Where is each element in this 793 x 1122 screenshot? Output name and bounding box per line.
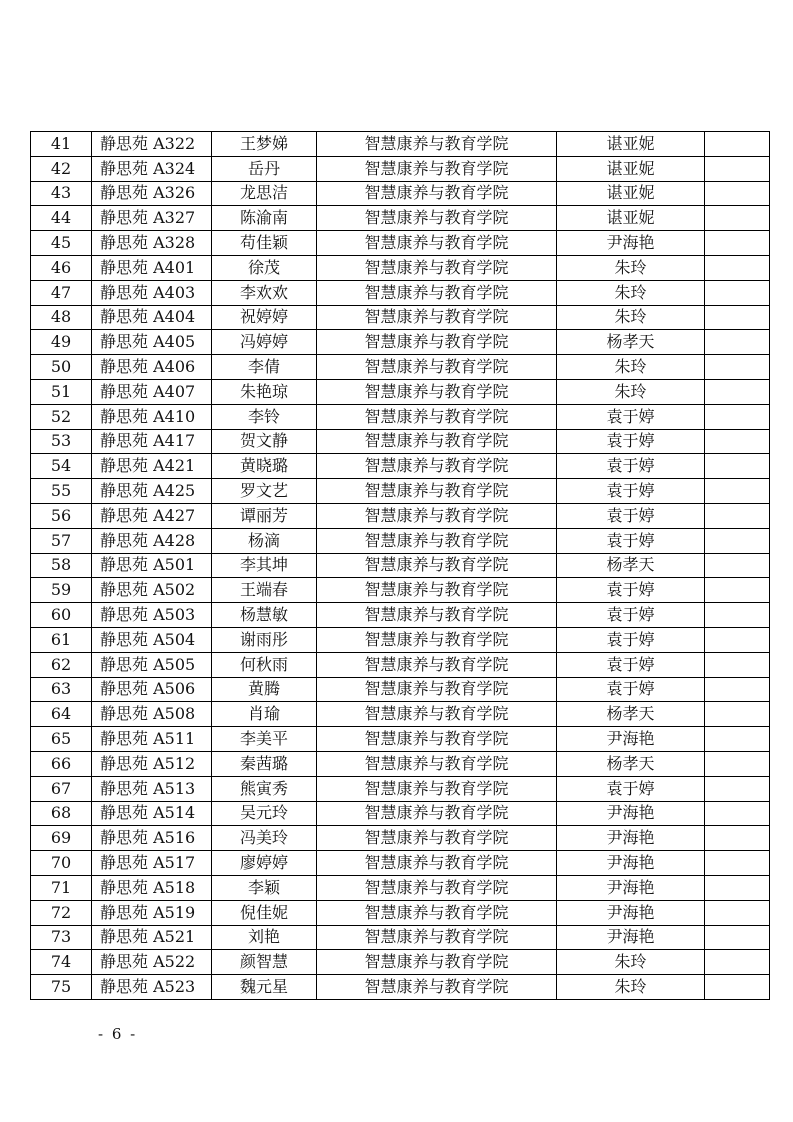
- dormitory-roster-table: [30, 131, 770, 1000]
- college-cell: 智慧康养与教育学院: [317, 280, 557, 305]
- room-cell: 静思苑 A327: [92, 206, 212, 231]
- table-row: [31, 975, 770, 1000]
- student-name-cell: 冯美玲: [212, 826, 317, 851]
- counselor-cell: 谌亚妮: [557, 156, 705, 181]
- student-name-cell: 祝婷婷: [212, 305, 317, 330]
- student-name-cell: 贺文静: [212, 429, 317, 454]
- row-number-cell: 69: [31, 826, 92, 851]
- table-row: [31, 206, 770, 231]
- note-cell: [705, 206, 770, 231]
- student-name-cell: 王端春: [212, 578, 317, 603]
- college-cell: 智慧康养与教育学院: [317, 826, 557, 851]
- counselor-cell: 朱玲: [557, 950, 705, 975]
- college-cell: 智慧康养与教育学院: [317, 801, 557, 826]
- student-name-cell: 谭丽芳: [212, 503, 317, 528]
- student-name-cell: 李颖: [212, 875, 317, 900]
- table-row: [31, 355, 770, 380]
- room-cell: 静思苑 A523: [92, 975, 212, 1000]
- row-number-cell: 54: [31, 454, 92, 479]
- counselor-cell: 谌亚妮: [557, 206, 705, 231]
- counselor-cell: 朱玲: [557, 255, 705, 280]
- table-row: [31, 231, 770, 256]
- counselor-cell: 袁于婷: [557, 627, 705, 652]
- table-row: [31, 305, 770, 330]
- roster-body: [31, 132, 770, 1000]
- counselor-cell: 谌亚妮: [557, 181, 705, 206]
- note-cell: [705, 231, 770, 256]
- student-name-cell: 王梦娣: [212, 132, 317, 157]
- room-cell: 静思苑 A521: [92, 925, 212, 950]
- row-number-cell: 49: [31, 330, 92, 355]
- room-cell: 静思苑 A425: [92, 479, 212, 504]
- counselor-cell: 袁于婷: [557, 652, 705, 677]
- college-cell: 智慧康养与教育学院: [317, 379, 557, 404]
- table-row: [31, 255, 770, 280]
- room-cell: 静思苑 A504: [92, 627, 212, 652]
- note-cell: [705, 528, 770, 553]
- table-row: [31, 503, 770, 528]
- room-cell: 静思苑 A421: [92, 454, 212, 479]
- room-cell: 静思苑 A505: [92, 652, 212, 677]
- room-cell: 静思苑 A506: [92, 677, 212, 702]
- student-name-cell: 肖瑜: [212, 702, 317, 727]
- row-number-cell: 60: [31, 603, 92, 628]
- note-cell: [705, 826, 770, 851]
- room-cell: 静思苑 A519: [92, 900, 212, 925]
- room-cell: 静思苑 A511: [92, 727, 212, 752]
- student-name-cell: 杨滴: [212, 528, 317, 553]
- student-name-cell: 谢雨彤: [212, 627, 317, 652]
- note-cell: [705, 603, 770, 628]
- college-cell: 智慧康养与教育学院: [317, 305, 557, 330]
- counselor-cell: 袁于婷: [557, 776, 705, 801]
- student-name-cell: 颜智慧: [212, 950, 317, 975]
- table-row: [31, 677, 770, 702]
- note-cell: [705, 950, 770, 975]
- room-cell: 静思苑 A427: [92, 503, 212, 528]
- student-name-cell: 罗文艺: [212, 479, 317, 504]
- note-cell: [705, 578, 770, 603]
- college-cell: 智慧康养与教育学院: [317, 429, 557, 454]
- student-name-cell: 朱艳琼: [212, 379, 317, 404]
- note-cell: [705, 751, 770, 776]
- table-row: [31, 727, 770, 752]
- table-row: [31, 925, 770, 950]
- room-cell: 静思苑 A407: [92, 379, 212, 404]
- counselor-cell: 杨孝天: [557, 330, 705, 355]
- college-cell: 智慧康养与教育学院: [317, 925, 557, 950]
- row-number-cell: 68: [31, 801, 92, 826]
- college-cell: 智慧康养与教育学院: [317, 404, 557, 429]
- student-name-cell: 何秋雨: [212, 652, 317, 677]
- room-cell: 静思苑 A501: [92, 553, 212, 578]
- row-number-cell: 73: [31, 925, 92, 950]
- college-cell: 智慧康养与教育学院: [317, 702, 557, 727]
- row-number-cell: 57: [31, 528, 92, 553]
- note-cell: [705, 404, 770, 429]
- room-cell: 静思苑 A403: [92, 280, 212, 305]
- college-cell: 智慧康养与教育学院: [317, 255, 557, 280]
- college-cell: 智慧康养与教育学院: [317, 900, 557, 925]
- counselor-cell: 袁于婷: [557, 528, 705, 553]
- student-name-cell: 杨慧敏: [212, 603, 317, 628]
- college-cell: 智慧康养与教育学院: [317, 727, 557, 752]
- counselor-cell: 朱玲: [557, 379, 705, 404]
- room-cell: 静思苑 A522: [92, 950, 212, 975]
- note-cell: [705, 776, 770, 801]
- note-cell: [705, 355, 770, 380]
- counselor-cell: 杨孝天: [557, 702, 705, 727]
- table-row: [31, 578, 770, 603]
- student-name-cell: 徐茂: [212, 255, 317, 280]
- row-number-cell: 53: [31, 429, 92, 454]
- counselor-cell: 尹海艳: [557, 875, 705, 900]
- counselor-cell: 尹海艳: [557, 826, 705, 851]
- row-number-cell: 62: [31, 652, 92, 677]
- table-row: [31, 330, 770, 355]
- row-number-cell: 47: [31, 280, 92, 305]
- college-cell: 智慧康养与教育学院: [317, 578, 557, 603]
- college-cell: 智慧康养与教育学院: [317, 851, 557, 876]
- college-cell: 智慧康养与教育学院: [317, 156, 557, 181]
- counselor-cell: 杨孝天: [557, 751, 705, 776]
- room-cell: 静思苑 A328: [92, 231, 212, 256]
- counselor-cell: 袁于婷: [557, 603, 705, 628]
- counselor-cell: 尹海艳: [557, 727, 705, 752]
- room-cell: 静思苑 A428: [92, 528, 212, 553]
- college-cell: 智慧康养与教育学院: [317, 677, 557, 702]
- counselor-cell: 尹海艳: [557, 231, 705, 256]
- note-cell: [705, 454, 770, 479]
- note-cell: [705, 677, 770, 702]
- college-cell: 智慧康养与教育学院: [317, 181, 557, 206]
- room-cell: 静思苑 A410: [92, 404, 212, 429]
- counselor-cell: 尹海艳: [557, 801, 705, 826]
- counselor-cell: 谌亚妮: [557, 132, 705, 157]
- room-cell: 静思苑 A404: [92, 305, 212, 330]
- student-name-cell: 魏元星: [212, 975, 317, 1000]
- student-name-cell: 苟佳颖: [212, 231, 317, 256]
- row-number-cell: 55: [31, 479, 92, 504]
- note-cell: [705, 851, 770, 876]
- room-cell: 静思苑 A326: [92, 181, 212, 206]
- counselor-cell: 尹海艳: [557, 851, 705, 876]
- note-cell: [705, 330, 770, 355]
- counselor-cell: 袁于婷: [557, 479, 705, 504]
- row-number-cell: 45: [31, 231, 92, 256]
- room-cell: 静思苑 A513: [92, 776, 212, 801]
- counselor-cell: 袁于婷: [557, 578, 705, 603]
- note-cell: [705, 379, 770, 404]
- row-number-cell: 72: [31, 900, 92, 925]
- counselor-cell: 尹海艳: [557, 900, 705, 925]
- college-cell: 智慧康养与教育学院: [317, 503, 557, 528]
- student-name-cell: 陈渝南: [212, 206, 317, 231]
- row-number-cell: 56: [31, 503, 92, 528]
- table-row: [31, 553, 770, 578]
- row-number-cell: 43: [31, 181, 92, 206]
- row-number-cell: 58: [31, 553, 92, 578]
- table-row: [31, 875, 770, 900]
- row-number-cell: 66: [31, 751, 92, 776]
- note-cell: [705, 900, 770, 925]
- counselor-cell: 杨孝天: [557, 553, 705, 578]
- room-cell: 静思苑 A516: [92, 826, 212, 851]
- row-number-cell: 41: [31, 132, 92, 157]
- room-cell: 静思苑 A518: [92, 875, 212, 900]
- room-cell: 静思苑 A508: [92, 702, 212, 727]
- note-cell: [705, 255, 770, 280]
- table-row: [31, 851, 770, 876]
- counselor-cell: 袁于婷: [557, 429, 705, 454]
- student-name-cell: 熊寅秀: [212, 776, 317, 801]
- table-row: [31, 379, 770, 404]
- student-name-cell: 黄腾: [212, 677, 317, 702]
- table-row: [31, 181, 770, 206]
- table-row: [31, 454, 770, 479]
- note-cell: [705, 801, 770, 826]
- note-cell: [705, 132, 770, 157]
- room-cell: 静思苑 A503: [92, 603, 212, 628]
- table-row: [31, 528, 770, 553]
- student-name-cell: 廖婷婷: [212, 851, 317, 876]
- note-cell: [705, 702, 770, 727]
- row-number-cell: 51: [31, 379, 92, 404]
- college-cell: 智慧康养与教育学院: [317, 231, 557, 256]
- note-cell: [705, 429, 770, 454]
- college-cell: 智慧康养与教育学院: [317, 206, 557, 231]
- row-number-cell: 63: [31, 677, 92, 702]
- note-cell: [705, 553, 770, 578]
- row-number-cell: 71: [31, 875, 92, 900]
- note-cell: [705, 925, 770, 950]
- row-number-cell: 50: [31, 355, 92, 380]
- college-cell: 智慧康养与教育学院: [317, 132, 557, 157]
- college-cell: 智慧康养与教育学院: [317, 553, 557, 578]
- student-name-cell: 李其坤: [212, 553, 317, 578]
- college-cell: 智慧康养与教育学院: [317, 627, 557, 652]
- table-row: [31, 751, 770, 776]
- student-name-cell: 倪佳妮: [212, 900, 317, 925]
- table-row: [31, 950, 770, 975]
- counselor-cell: 朱玲: [557, 355, 705, 380]
- college-cell: 智慧康养与教育学院: [317, 950, 557, 975]
- college-cell: 智慧康养与教育学院: [317, 479, 557, 504]
- student-name-cell: 吴元玲: [212, 801, 317, 826]
- student-name-cell: 李倩: [212, 355, 317, 380]
- table-row: [31, 404, 770, 429]
- counselor-cell: 袁于婷: [557, 677, 705, 702]
- room-cell: 静思苑 A322: [92, 132, 212, 157]
- counselor-cell: 朱玲: [557, 975, 705, 1000]
- row-number-cell: 46: [31, 255, 92, 280]
- room-cell: 静思苑 A514: [92, 801, 212, 826]
- row-number-cell: 67: [31, 776, 92, 801]
- room-cell: 静思苑 A417: [92, 429, 212, 454]
- counselor-cell: 袁于婷: [557, 404, 705, 429]
- table-row: [31, 627, 770, 652]
- room-cell: 静思苑 A517: [92, 851, 212, 876]
- row-number-cell: 70: [31, 851, 92, 876]
- note-cell: [705, 875, 770, 900]
- student-name-cell: 黄晓璐: [212, 454, 317, 479]
- row-number-cell: 48: [31, 305, 92, 330]
- row-number-cell: 74: [31, 950, 92, 975]
- note-cell: [705, 280, 770, 305]
- note-cell: [705, 479, 770, 504]
- note-cell: [705, 503, 770, 528]
- room-cell: 静思苑 A502: [92, 578, 212, 603]
- table-row: [31, 826, 770, 851]
- row-number-cell: 44: [31, 206, 92, 231]
- table-row: [31, 132, 770, 157]
- page-number: - 6 -: [98, 1025, 138, 1043]
- row-number-cell: 42: [31, 156, 92, 181]
- table-row: [31, 801, 770, 826]
- room-cell: 静思苑 A406: [92, 355, 212, 380]
- row-number-cell: 64: [31, 702, 92, 727]
- note-cell: [705, 727, 770, 752]
- college-cell: 智慧康养与教育学院: [317, 751, 557, 776]
- college-cell: 智慧康养与教育学院: [317, 875, 557, 900]
- note-cell: [705, 305, 770, 330]
- note-cell: [705, 652, 770, 677]
- row-number-cell: 65: [31, 727, 92, 752]
- student-name-cell: 李欢欢: [212, 280, 317, 305]
- student-name-cell: 岳丹: [212, 156, 317, 181]
- counselor-cell: 袁于婷: [557, 503, 705, 528]
- counselor-cell: 袁于婷: [557, 454, 705, 479]
- college-cell: 智慧康养与教育学院: [317, 603, 557, 628]
- table-row: [31, 280, 770, 305]
- student-name-cell: 冯婷婷: [212, 330, 317, 355]
- room-cell: 静思苑 A512: [92, 751, 212, 776]
- table-row: [31, 702, 770, 727]
- counselor-cell: 朱玲: [557, 305, 705, 330]
- college-cell: 智慧康养与教育学院: [317, 355, 557, 380]
- table-row: [31, 156, 770, 181]
- college-cell: 智慧康养与教育学院: [317, 330, 557, 355]
- student-name-cell: 李美平: [212, 727, 317, 752]
- room-cell: 静思苑 A401: [92, 255, 212, 280]
- row-number-cell: 61: [31, 627, 92, 652]
- college-cell: 智慧康养与教育学院: [317, 975, 557, 1000]
- note-cell: [705, 181, 770, 206]
- table-row: [31, 652, 770, 677]
- row-number-cell: 52: [31, 404, 92, 429]
- counselor-cell: 朱玲: [557, 280, 705, 305]
- counselor-cell: 尹海艳: [557, 925, 705, 950]
- student-name-cell: 李铃: [212, 404, 317, 429]
- row-number-cell: 75: [31, 975, 92, 1000]
- table-row: [31, 776, 770, 801]
- table-row: [31, 900, 770, 925]
- student-name-cell: 龙思洁: [212, 181, 317, 206]
- table-row: [31, 429, 770, 454]
- table-row: [31, 603, 770, 628]
- student-name-cell: 秦茜璐: [212, 751, 317, 776]
- note-cell: [705, 975, 770, 1000]
- college-cell: 智慧康养与教育学院: [317, 652, 557, 677]
- note-cell: [705, 627, 770, 652]
- college-cell: 智慧康养与教育学院: [317, 454, 557, 479]
- student-name-cell: 刘艳: [212, 925, 317, 950]
- room-cell: 静思苑 A324: [92, 156, 212, 181]
- room-cell: 静思苑 A405: [92, 330, 212, 355]
- note-cell: [705, 156, 770, 181]
- row-number-cell: 59: [31, 578, 92, 603]
- table-row: [31, 479, 770, 504]
- college-cell: 智慧康养与教育学院: [317, 776, 557, 801]
- college-cell: 智慧康养与教育学院: [317, 528, 557, 553]
